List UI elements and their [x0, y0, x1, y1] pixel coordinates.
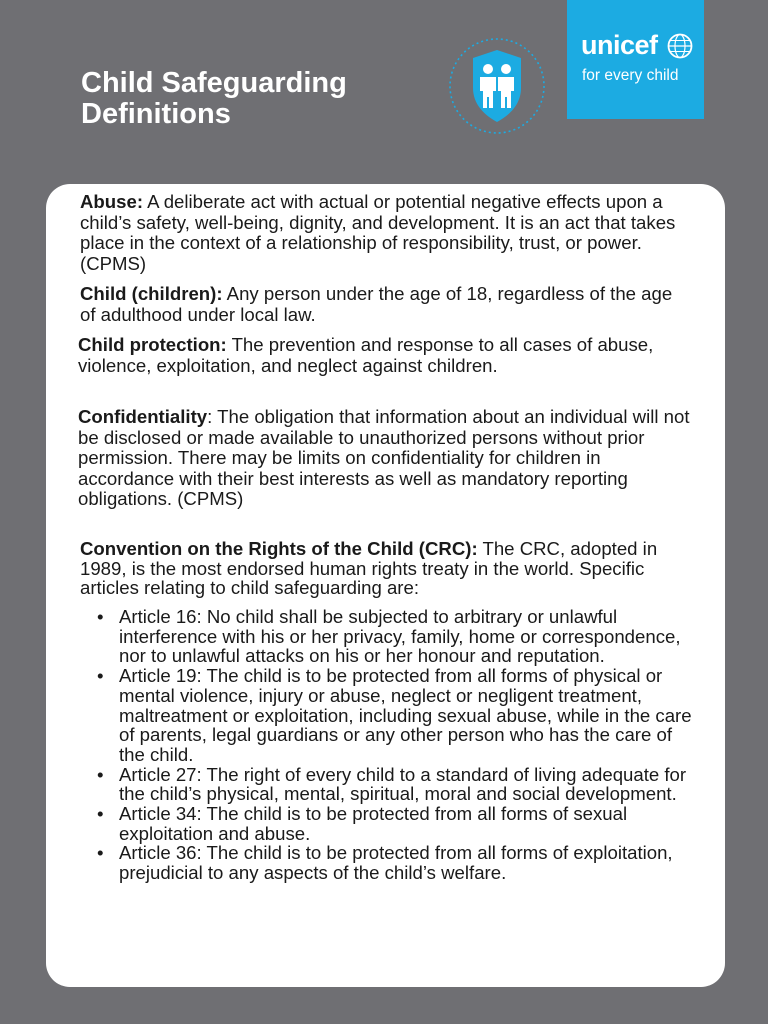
definition-text: A deliberate act with actual or potential negative effects upon a child’s safety, well-being, dignity, and development. It is an act that takes place in the context of a relationship of responsibility, trust, or power. (CPMS) [80, 191, 676, 274]
definition-term: Abuse: [80, 191, 144, 212]
definition-text: The CRC, adopted in 1989, is the most endorsed human rights treaty in the world. Specific articles relating to child safeguarding are: [80, 538, 658, 598]
definition-abuse [80, 192, 690, 274]
list-item: • Article 27: The right of every child to a standard of living adequate for the child’s physical, mental, spiritual, moral and social development. [119, 765, 699, 804]
list-item: • Article 16: No child shall be subjected to arbitrary or unlawful interference with his or her privacy, family, home or correspondence, nor to unlawful attacks on his or her honour and reputation. [119, 607, 699, 666]
crc-articles-list [119, 607, 699, 883]
page-title [81, 68, 347, 130]
definition-child [80, 284, 680, 325]
definition-crc [80, 539, 680, 598]
definition-term: Convention on the Rights of the Child (CRC): [80, 538, 478, 559]
definition-text: The prevention and response to all cases of abuse, violence, exploitation, and neglect against children. [78, 334, 654, 376]
unicef-globe-icon [667, 33, 693, 59]
brand-tagline: for every child [582, 67, 679, 84]
title-line-2: Definitions [81, 98, 231, 130]
brand-name: unicef [581, 30, 658, 60]
list-item: • Article 34: The child is to be protected from all forms of sexual exploitation and abuse. [119, 804, 699, 843]
definition-text: Any person under the age of 18, regardless of the age of adulthood under local law. [80, 283, 673, 325]
list-item: • Article 19: The child is to be protected from all forms of physical or mental violence, injury or abuse, neglect or negligent treatment, maltreatment or exploitation, including sexual abuse, while in the care of parents, legal guardians or any other person who has the care of the child. [119, 666, 699, 765]
definition-child-protection [78, 335, 688, 376]
unicef-logo [567, 0, 704, 119]
children-shield-icon [447, 36, 547, 136]
definition-confidentiality [78, 407, 693, 510]
title-line-1: Child Safeguarding [81, 67, 347, 99]
definitions-card [46, 184, 725, 987]
definition-text: : The obligation that information about an individual will not be disclosed or made available to unauthorized persons without prior permission. There may be limits on confidentiality for children in accordance with their best interests as well as mandatory reporting obligations. (CPMS) [78, 406, 690, 509]
definition-term: Child protection: [78, 334, 227, 355]
definition-term: Child (children): [80, 283, 223, 304]
definition-term: Confidentiality [78, 406, 208, 427]
list-item: • Article 36: The child is to be protected from all forms of exploitation, prejudicial to any aspects of the child’s welfare. [119, 843, 699, 882]
